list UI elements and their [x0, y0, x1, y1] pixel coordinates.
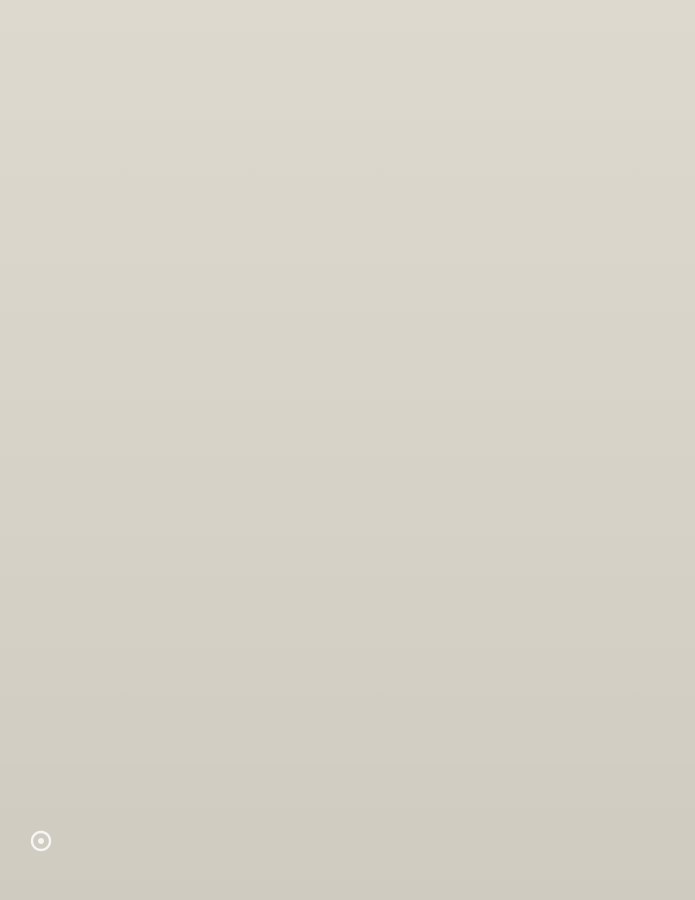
watermark — [30, 828, 190, 854]
skelbiu-logo-icon — [30, 830, 52, 852]
